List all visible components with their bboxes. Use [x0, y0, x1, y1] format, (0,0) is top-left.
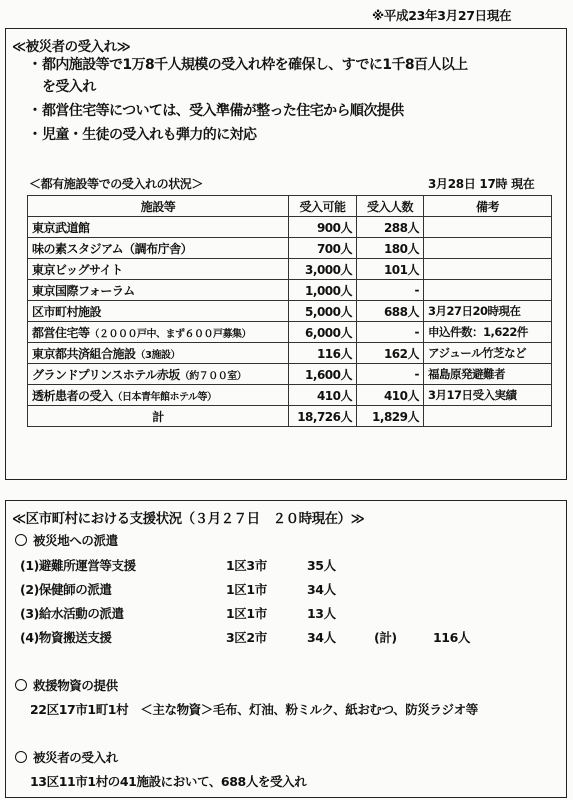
facility-accepted: 410人 — [357, 385, 424, 406]
circle-bullet-icon — [15, 751, 27, 763]
facility-name: 東京国際フォーラム — [28, 280, 289, 301]
table-row — [28, 385, 552, 406]
facility-name: 東京ビッグサイト — [28, 259, 289, 280]
table-total-row — [28, 406, 552, 427]
dispatch-people-4: 34人 — [307, 630, 336, 645]
facility-accepted: 101人 — [357, 259, 424, 280]
dispatch-units-3: 1区1市 — [226, 606, 267, 621]
facility-note: 申込件数：1,622件 — [424, 322, 552, 343]
total-note — [424, 406, 552, 427]
table-header-row — [28, 196, 552, 217]
facility-note: 3月27日20時現在 — [424, 301, 552, 322]
facility-name: 味の素スタジアム（調布庁舎） — [28, 238, 289, 259]
dispatch-item-3: (3)給水活動の派遣 — [20, 606, 124, 621]
dispatch-units-1: 1区3市 — [226, 558, 267, 573]
facility-capacity: 1,600人 — [289, 364, 357, 385]
section1-title: ≪被災者の受入れ≫ — [12, 39, 131, 55]
bullet-1: ・都内施設等で1万8千人規模の受入れ枠を確保し、すでに1千8百人以上 — [28, 57, 468, 73]
table-row — [28, 343, 552, 364]
header-notes: 備考 — [424, 196, 552, 217]
table-row — [28, 301, 552, 322]
relief-heading: 救援物資の提供 — [15, 676, 118, 694]
facility-accepted: - — [357, 280, 424, 301]
dispatch-units-4: 3区2市 — [226, 630, 267, 645]
facility-name: 透析患者の受入（日本青年館ホテル等） — [28, 385, 289, 406]
total-accepted: 1,829人 — [357, 406, 424, 427]
circle-bullet-icon — [15, 679, 27, 691]
dispatch-heading: 被災地への派遣 — [15, 531, 118, 549]
facility-capacity: 6,000人 — [289, 322, 357, 343]
facility-name: グランドプリンスホテル赤坂（約７００室） — [28, 364, 289, 385]
header-accepted: 受入人数 — [357, 196, 424, 217]
dispatch-people-3: 13人 — [307, 606, 336, 621]
date-stamp: ※平成23年3月27日現在 — [372, 8, 512, 23]
accept-heading: 被災者の受入れ — [15, 748, 118, 766]
dispatch-people-1: 35人 — [307, 558, 336, 573]
table-row — [28, 238, 552, 259]
facility-table-as-of: 3月28日 17時 現在 — [428, 177, 535, 191]
facility-name: 都営住宅等（２０００戸中、まず６００戸募集） — [28, 322, 289, 343]
facility-capacity: 900人 — [289, 217, 357, 238]
table-row — [28, 280, 552, 301]
facility-accepted: 162人 — [357, 343, 424, 364]
facility-accepted: 288人 — [357, 217, 424, 238]
facility-table — [27, 195, 552, 427]
facility-accepted: - — [357, 364, 424, 385]
header-capacity: 受入可能 — [289, 196, 357, 217]
bullet-3: ・児童・生徒の受入れも弾力的に対応 — [28, 127, 257, 143]
relief-text: 22区17市1町1村 ＜主な物資＞毛布、灯油、粉ミルク、紙おむつ、防災ラジオ等 — [30, 702, 478, 717]
facility-note — [424, 217, 552, 238]
dispatch-units-2: 1区1市 — [226, 582, 267, 597]
table-row — [28, 364, 552, 385]
dispatch-item-1: (1)避難所運営等支援 — [20, 558, 136, 573]
facility-capacity: 116人 — [289, 343, 357, 364]
facility-capacity: 700人 — [289, 238, 357, 259]
table-row — [28, 259, 552, 280]
facility-note — [424, 238, 552, 259]
facility-capacity: 3,000人 — [289, 259, 357, 280]
dispatch-people-2: 34人 — [307, 582, 336, 597]
facility-capacity: 5,000人 — [289, 301, 357, 322]
table-row — [28, 322, 552, 343]
facility-name: 東京都共済組合施設（3施設） — [28, 343, 289, 364]
dispatch-total-label: (計) — [374, 630, 397, 645]
facility-name: 東京武道館 — [28, 217, 289, 238]
total-capacity: 18,726人 — [289, 406, 357, 427]
facility-accepted: 688人 — [357, 301, 424, 322]
circle-bullet-icon — [15, 534, 27, 546]
facility-note — [424, 280, 552, 301]
dispatch-item-2: (2)保健師の派遣 — [20, 582, 112, 597]
facility-note — [424, 259, 552, 280]
accept-text: 13区11市1村の41施設において、688人を受入れ — [30, 774, 307, 789]
facility-capacity: 1,000人 — [289, 280, 357, 301]
facility-note: アジュール竹芝など — [424, 343, 552, 364]
bullet-1-cont: を受入れ — [42, 79, 96, 95]
facility-table-title: ＜都有施設等での受入れの状況＞ — [29, 177, 204, 191]
dispatch-total: 116人 — [433, 630, 470, 645]
facility-name: 区市町村施設 — [28, 301, 289, 322]
facility-capacity: 410人 — [289, 385, 357, 406]
bullet-2: ・都営住宅等については、受入準備が整った住宅から順次提供 — [28, 103, 404, 119]
table-row — [28, 217, 552, 238]
facility-accepted: - — [357, 322, 424, 343]
facility-accepted: 180人 — [357, 238, 424, 259]
dispatch-item-4: (4)物資搬送支援 — [20, 630, 112, 645]
total-label: 計 — [28, 406, 289, 427]
header-facility: 施設等 — [28, 196, 289, 217]
facility-note: 福島原発避難者 — [424, 364, 552, 385]
section2-title: ≪区市町村における支援状況（３月２７日 ２０時現在）≫ — [12, 511, 365, 527]
facility-note: 3月17日受入実績 — [424, 385, 552, 406]
